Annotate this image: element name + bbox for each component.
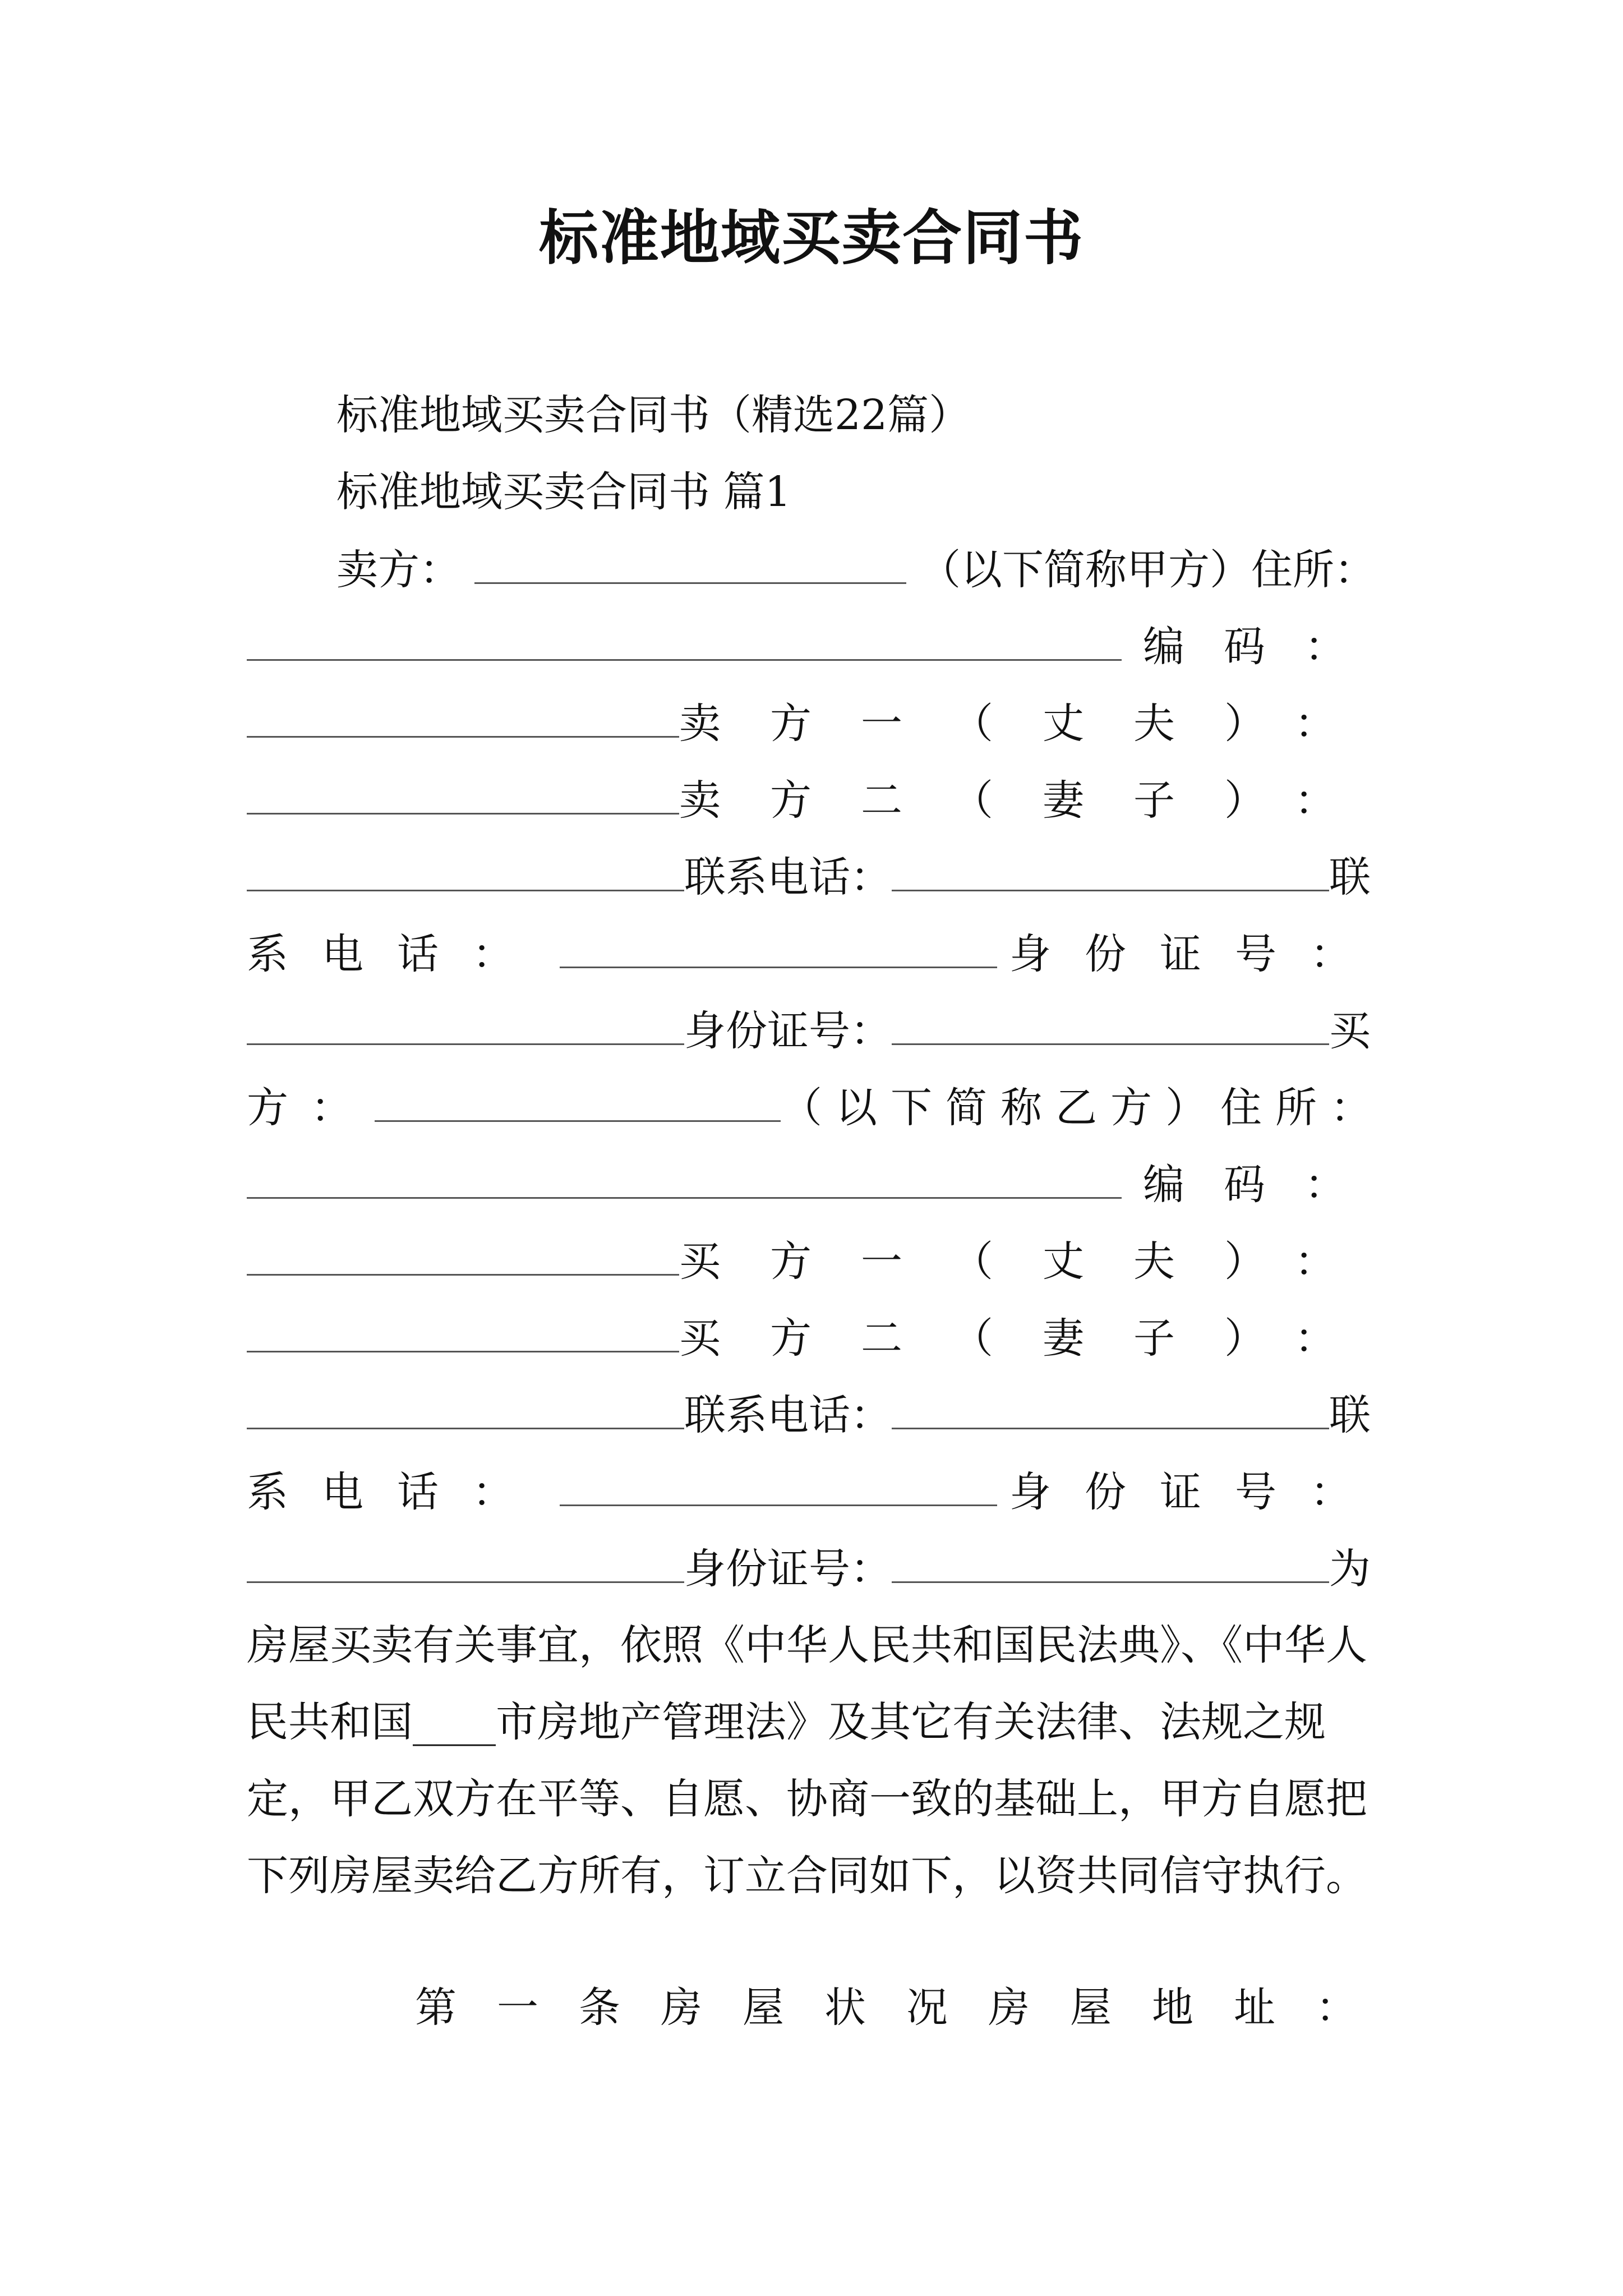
buyer-phone-blank [892,1386,1329,1429]
buyer-alias: （以下简称乙方）住所： [781,1084,1385,1132]
buyer-two-label: 买方二（妻子）： [679,1314,1385,1363]
buyer-phone-lian: 联 [1329,1391,1371,1439]
seller-line [247,541,1385,597]
seller-id1-blank [247,1002,684,1045]
buyer-code-label: 编码： [1143,1161,1385,1209]
buyer-one-label: 买方一（丈夫）： [679,1237,1385,1286]
subtitle: 标准地域买卖合同书（精选22篇） [336,391,971,439]
seller-phone-blank [892,848,1329,891]
preamble-paragraph: 房屋买卖有关事宜，依照《中华人民共和国民法典》、《中华人民共和国____市房地产管理法》及其它有关法律、法规之规定，甲乙双方在平等、自愿、协商一致的基础上，甲方自愿把下列房屋卖给乙方所有，订立合同如下，以资共同信守执行。 [247,1621,1367,1900]
seller-id-line [247,1002,1385,1058]
wei-char: 为 [1329,1545,1371,1593]
buyer-address-line [247,1156,1385,1212]
seller-one-label: 卖方一（丈夫）： [679,700,1385,748]
section-heading: 标准地域买卖合同书 篇1 [336,468,791,516]
seller-code-label: 编码： [1143,623,1385,671]
article-one: 第一条房屋状况房屋地址： [415,1984,1398,2032]
buyer-code-blank [247,1232,679,1276]
buyer-id1-blank [247,1540,684,1583]
seller-address-blank [247,618,1122,661]
buyer-phone2-label: 系电话： [247,1468,547,1516]
buyer-one-line [247,1232,1385,1289]
buyer-two-line [247,1309,1385,1365]
seller-phone2-label: 系电话： [247,930,547,978]
buyer-id-label: 身份证号： [684,1545,892,1593]
buyer-mai: 买 [1329,1007,1371,1055]
seller-id-label-spaced: 身份证号： [1009,930,1385,978]
seller-one-blank [247,771,679,815]
seller-alias: （以下简称甲方）住所： [919,546,1376,594]
buyer-phone-line [247,1386,1385,1442]
seller-two-label: 卖方二（妻子）： [679,776,1385,825]
seller-phone2-blank [560,925,997,968]
buyer-id2-blank [892,1540,1329,1583]
buyer-one-blank [247,1309,679,1352]
seller-id2-blank [892,1002,1329,1045]
seller-phone-lian: 联 [1329,853,1371,901]
buyer-address-blank [247,1156,1122,1199]
buyer-name-blank [375,1079,781,1122]
buyer-two-blank [247,1386,684,1429]
buyer-phone2-line [247,1463,1385,1519]
seller-phone-line [247,848,1385,904]
seller-address-line [247,618,1385,674]
buyer-line [247,1079,1385,1135]
buyer-phone2-blank [560,1463,997,1506]
seller-two-blank [247,848,684,891]
article-one-line [415,1980,1398,2036]
seller-id-label: 身份证号： [684,1007,892,1055]
buyer-fang: 方： [247,1084,375,1132]
buyer-id-label-spaced: 身份证号： [1009,1468,1385,1516]
seller-name-blank [474,541,906,584]
seller-two-line [247,771,1385,827]
document-title: 标准地域买卖合同书 [539,203,1084,273]
seller-phone-label: 联系电话： [684,853,892,901]
seller-code-blank [247,694,679,738]
seller-label: 卖方： [336,546,461,594]
buyer-phone-label: 联系电话： [684,1391,892,1439]
seller-phone2-line [247,925,1385,981]
seller-one-line [247,694,1385,751]
buyer-id-line [247,1540,1385,1596]
